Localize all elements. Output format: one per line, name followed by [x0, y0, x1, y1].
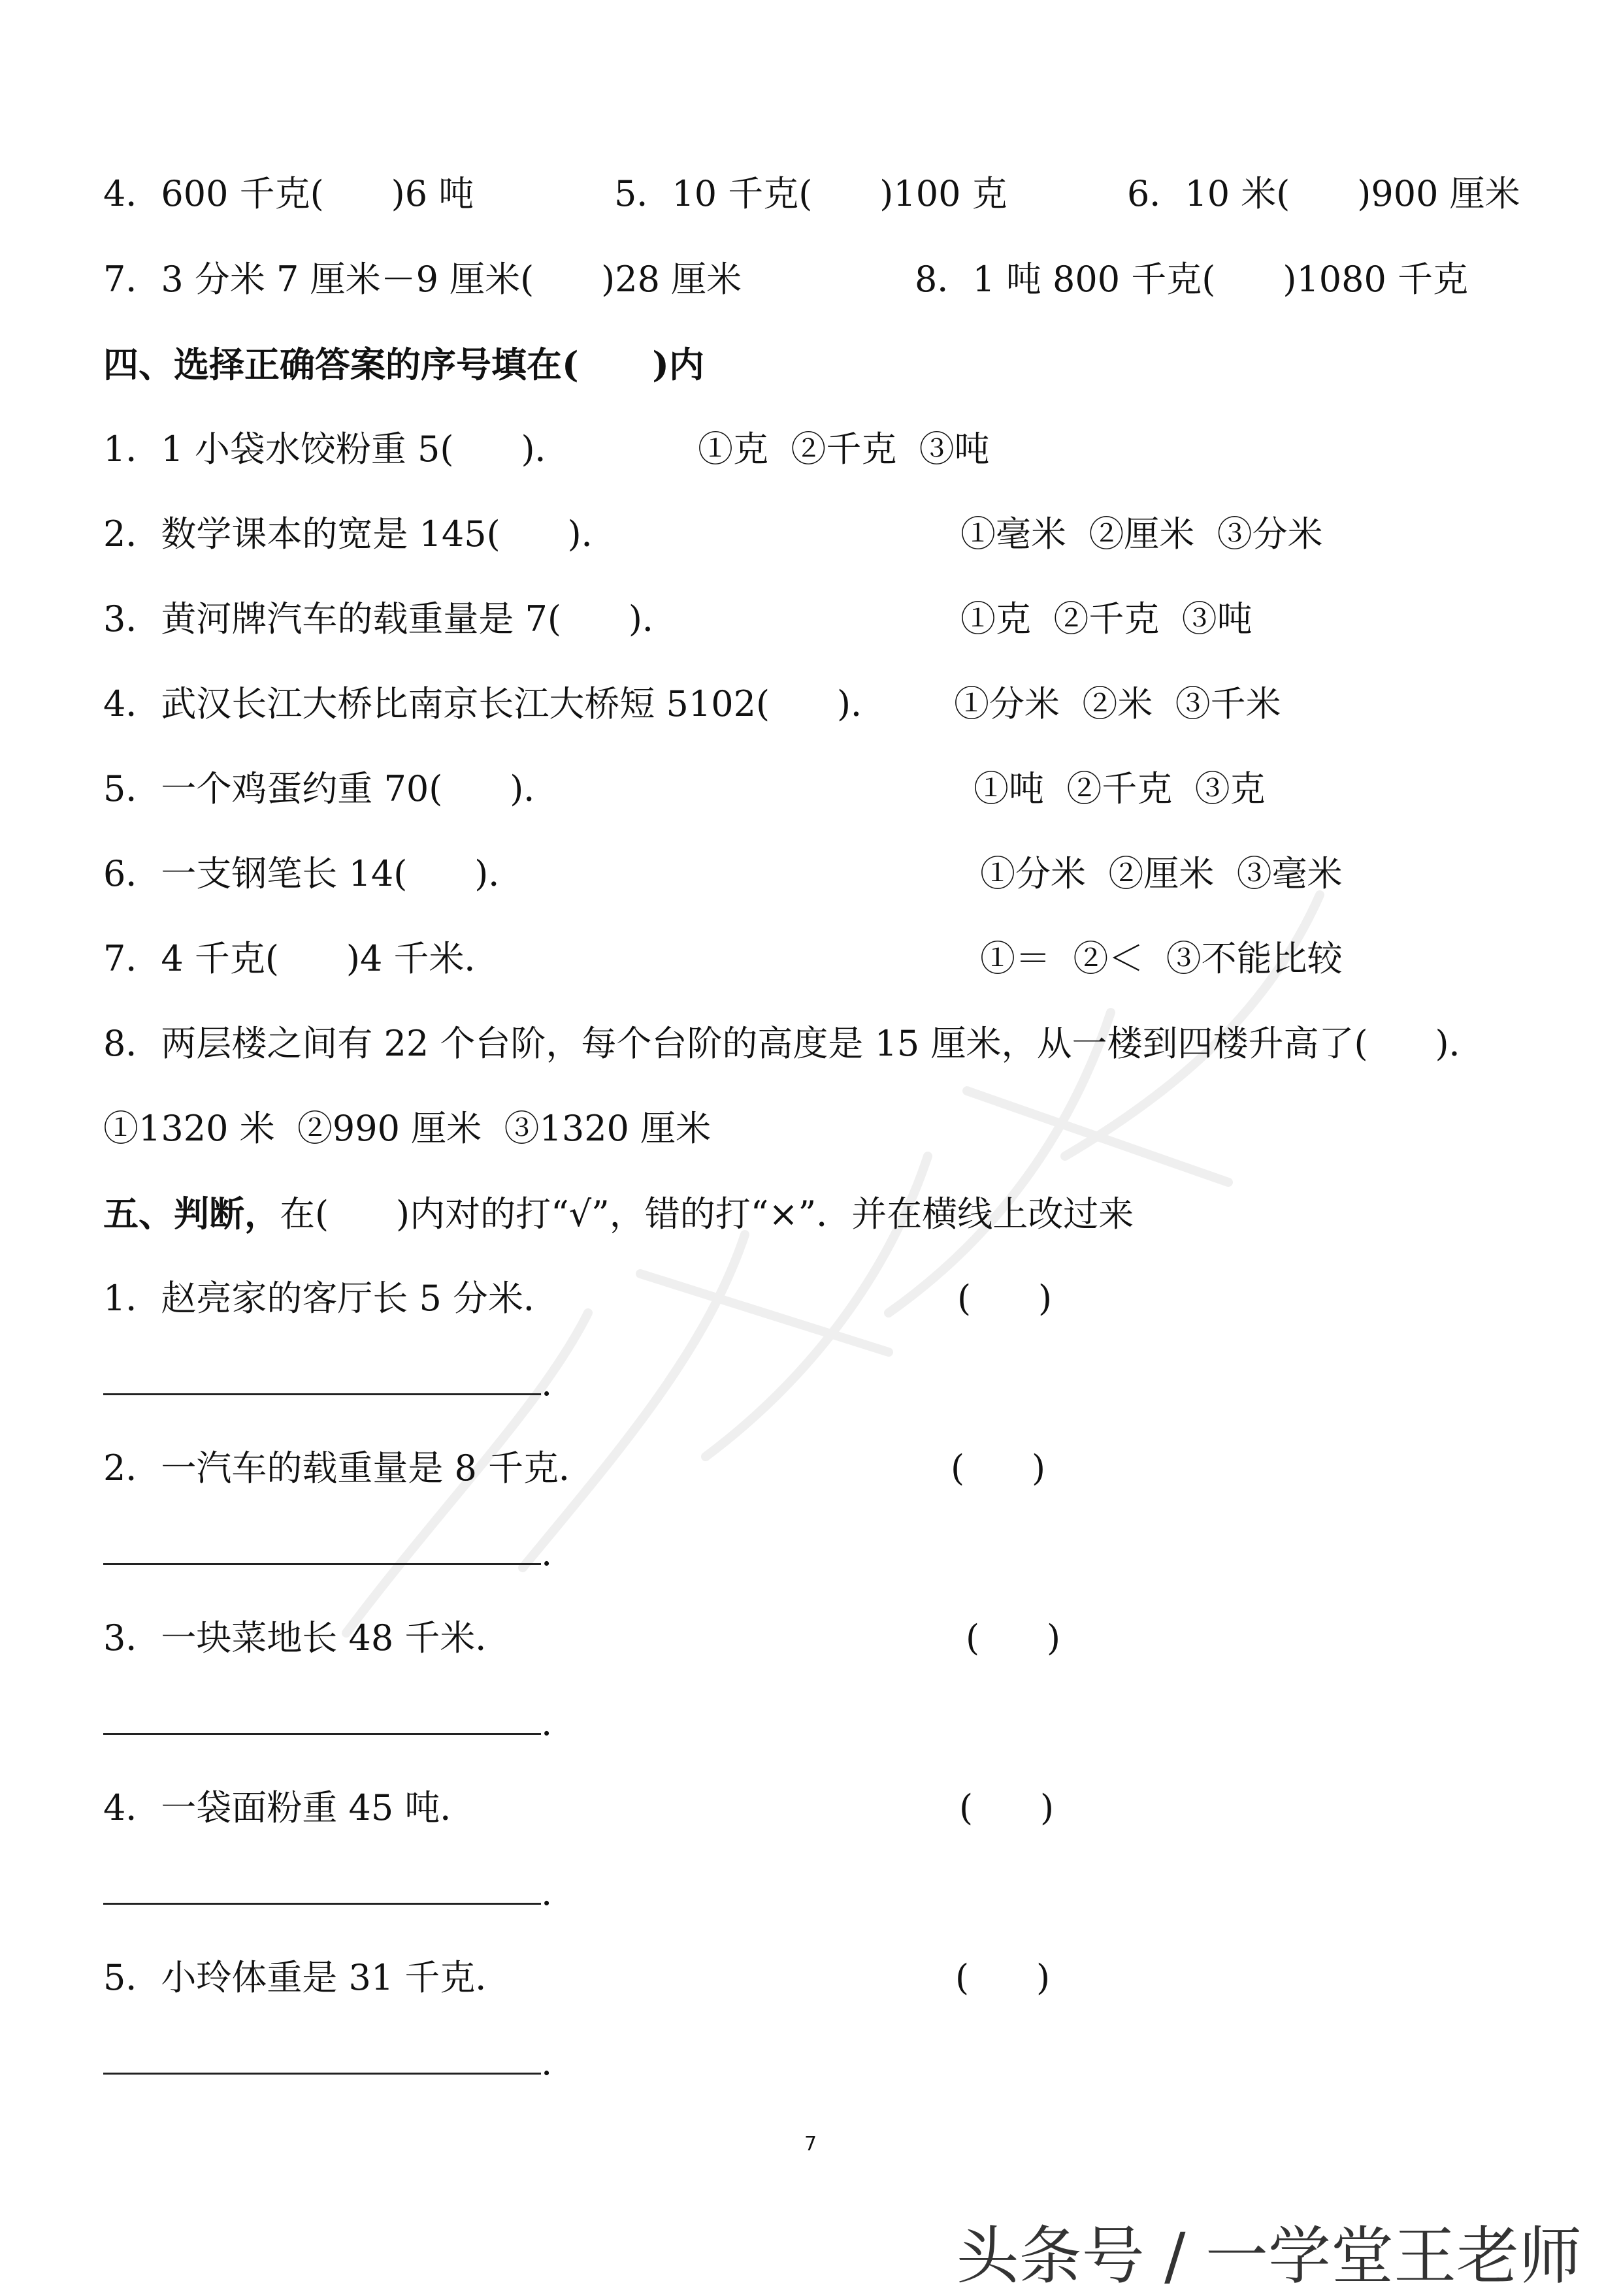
s4-options-5: ①吨 ②千克 ③克 [974, 768, 1266, 809]
s4-options-3: ①克 ②千克 ③吨 [960, 598, 1253, 639]
s5-correction-line-1[interactable]: . [103, 1361, 552, 1406]
section-5-heading [103, 1191, 1134, 1237]
s4-question-7: 7．4 千克( )4 千米． [103, 938, 500, 979]
section-5-heading-rest: 在( )内对的打“√”，错的打“×”．并在横线上改过来 [280, 1193, 1134, 1235]
compare-item-5: 5．10 千克( )100 克 [614, 173, 1007, 214]
s4-question-6: 6．一支钢笔长 14( )． [103, 853, 524, 894]
s5-question-2: 2．一汽车的载重量是 8 千克． [103, 1447, 595, 1489]
compare-item-7: 7．3 分米 7 厘米－9 厘米( )28 厘米 [103, 259, 742, 300]
s5-question-3: 3．一块菜地长 48 千米． [103, 1617, 511, 1658]
s5-correction-line-2[interactable]: . [103, 1530, 552, 1576]
footer-watermark-text: 头条号 / 一学堂王老师 [956, 2220, 1582, 2293]
s4-options-6: ①分米 ②厘米 ③毫米 [980, 853, 1343, 894]
compare-item-6: 6．10 米( )900 厘米 [1127, 173, 1520, 214]
s4-options-1: ①克 ②千克 ③吨 [698, 428, 990, 470]
s5-answer-paren-4[interactable]: ( ) [959, 1787, 1055, 1828]
compare-item-8: 8．1 吨 800 千克( )1080 千克 [915, 259, 1468, 300]
s4-question-5: 5．一个鸡蛋约重 70( )． [103, 768, 559, 809]
page-number: 7 [804, 2133, 817, 2156]
s5-correction-line-3[interactable]: . [103, 1700, 552, 1746]
s4-question-2: 2．数学课本的宽是 145( )． [103, 513, 617, 555]
s5-answer-paren-2[interactable]: ( ) [951, 1447, 1046, 1489]
s4-options-2: ①毫米 ②厘米 ③分米 [960, 513, 1323, 555]
s4-options-4: ①分米 ②米 ③千米 [954, 683, 1281, 724]
s5-correction-line-5[interactable]: . [103, 2040, 552, 2086]
s5-question-4: 4．一袋面粉重 45 吨． [103, 1787, 476, 1828]
s5-correction-line-4[interactable]: . [103, 1870, 552, 1916]
s4-question-1: 1．1 小袋水饺粉重 5( )． [103, 428, 570, 470]
s5-answer-paren-1[interactable]: ( ) [957, 1278, 1053, 1319]
section-4-heading: 四、选择正确答案的序号填在( )内 [103, 344, 704, 385]
s5-question-1: 1．赵亮家的客厅长 5 分米． [103, 1278, 559, 1319]
s5-question-5: 5．小玲体重是 31 千克． [103, 1957, 511, 1998]
compare-item-4: 4．600 千克( )6 吨 [103, 173, 474, 214]
s4-question-8: 8．两层楼之间有 22 个台阶，每个台阶的高度是 15 厘米，从一楼到四楼升高了( )． [103, 1023, 1484, 1064]
section-5-heading-bold: 五、判断， [103, 1193, 280, 1235]
s5-answer-paren-5[interactable]: ( ) [955, 1957, 1051, 1998]
s4-question-4: 4．武汉长江大桥比南京长江大桥短 5102( )． [103, 683, 887, 724]
s4-options-7: ①＝ ②＜ ③不能比较 [980, 938, 1343, 979]
s5-answer-paren-3[interactable]: ( ) [966, 1617, 1061, 1658]
s4-options-8: ①1320 米 ②990 厘米 ③1320 厘米 [103, 1108, 712, 1149]
s4-question-3: 3．黄河牌汽车的载重量是 7( )． [103, 598, 678, 639]
